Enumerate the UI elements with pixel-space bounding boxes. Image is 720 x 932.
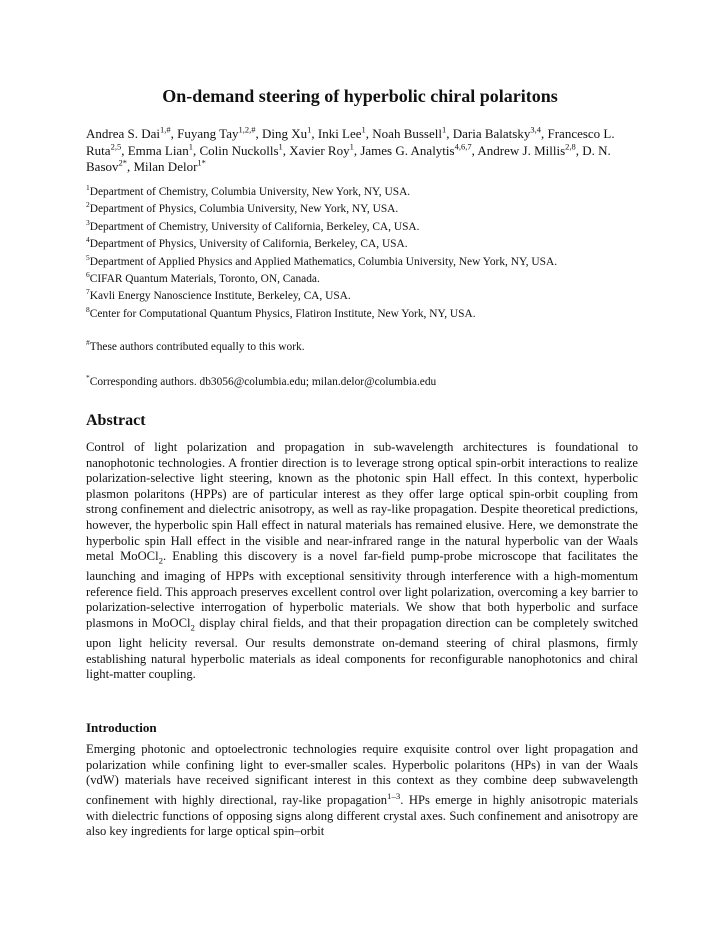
author-affiliation-marks: 1 — [278, 141, 283, 152]
author-name: Daria Balatsky — [452, 126, 531, 141]
affiliation-text: Department of Physics, University of California, Berkeley, CA, USA. — [89, 238, 408, 251]
corresponding-author-note — [86, 373, 437, 388]
affiliation-number: 8 — [86, 305, 90, 315]
affiliation-text: Center for Computational Quantum Physics, Flatiron Institute, New York, NY, USA. — [89, 307, 476, 320]
author-name: Ding Xu — [261, 126, 308, 141]
author-name: Emma Lian — [127, 142, 189, 158]
author-affiliation-marks: 1 — [361, 124, 366, 135]
abstract-subscript: 2 — [190, 622, 195, 633]
equal-contribution-note — [86, 338, 305, 353]
author-affiliation-marks: 1 — [441, 124, 447, 135]
author-affiliation-marks: 1 — [349, 141, 354, 152]
intro-citation: 1–3 — [387, 790, 401, 801]
introduction-heading: Introduction — [86, 720, 157, 735]
author-affiliation-marks: 2* — [118, 157, 127, 168]
affiliation-number: 7 — [86, 287, 90, 297]
author-affiliation-marks: 1 — [307, 124, 312, 135]
author-name: Xavier Roy — [289, 142, 350, 158]
corresponding-text: Corresponding authors. db3056@columbia.edu; milan.delor@columbia.edu — [89, 376, 437, 388]
introduction-body — [86, 742, 638, 840]
affiliation-number: 4 — [86, 235, 90, 245]
affiliation-item — [86, 184, 646, 201]
abstract-text: . Enabling this discovery is a novel far-field pump-probe microscope that facilitates the launching and imaging of HPPs with exceptional sensitivity through interference with a high-momentum reference field. This approach preserves excellent control over light polarization, overcoming a key barrier to polarization-selective interrogation of hyperbolic materials. We show that both hyperbolic and surface plasmons in MoOCl — [86, 549, 638, 631]
author-affiliation-marks: 1,2,# — [238, 124, 256, 135]
affiliation-number: 3 — [86, 218, 90, 228]
affiliation-text: Department of Applied Physics and Applied Mathematics, Columbia University, New York, NY, USA. — [89, 255, 558, 268]
author-name: Milan Delor — [133, 159, 198, 174]
author-name: Inki Lee — [317, 126, 362, 141]
author-name: James G. Analytis — [360, 142, 455, 158]
author-list: Andrea S. Dai$^{1,\#}$, Fuyang Tay$^{1,2,\#}$, Ding Xu$^1$, Inki Lee$^1$, Noah Bussell$^1$, Daria Balatsky$^{3,4}$, Francesco L. Ruta$^{2,5}$, Emma Lian$^1$, Colin Nuckolls$^1$, Xavier Roy$^1$, James G. Analytis$^{4,6,7}$, Andrew J. Millis$^{2,8}$, D. N. Basov$^{2*}$, Milan Delor$^{1*}$ — [86, 124, 615, 174]
intro-text: Emerging photonic and optoelectronic technologies require exquisite control over light propagation and polarization while confining light to ever-smaller scales. Hyperbolic polaritons (HPs) in van der Waals (vdW) materials have received significant interest in this context as they combine deep subwavelength confinement with highly directional, ray-like propagation — [86, 742, 638, 807]
author-name: Noah Bussell — [372, 126, 442, 141]
author-affiliation-marks: 1,# — [160, 124, 171, 135]
affiliation-text: Department of Physics, Columbia University, New York, NY, USA. — [89, 203, 399, 216]
author-affiliation-marks: 1 — [188, 141, 193, 152]
affiliation-text: Department of Chemistry, Columbia University, New York, NY, USA. — [89, 186, 411, 198]
equal-contribution-text: These authors contributed equally to this work. — [89, 341, 305, 353]
affiliation-text: Department of Chemistry, University of California, Berkeley, CA, USA. — [89, 220, 420, 233]
affiliation-item — [86, 271, 646, 288]
author-affiliation-marks: 2,8 — [565, 141, 576, 152]
affiliation-text: Kavli Energy Nanoscience Institute, Berkeley, CA, USA. — [89, 290, 351, 303]
abstract-text: display chiral fields, and that their propagation direction can be completely switched upon light helicity reversal. Our results demonstrate on-demand steering of chiral plasmons, firmly establishing natural hyperbolic materials as ideal components for reconfigurable nanophotonics and chiral light-matter coupling. — [86, 616, 638, 682]
abstract-heading: Abstract — [86, 412, 146, 429]
author-name: Andrew J. Millis — [477, 142, 566, 158]
author-affiliation-marks: 4,6,7 — [454, 141, 472, 152]
author-affiliation-marks: 1* — [197, 157, 206, 168]
affiliation-number: 6 — [86, 270, 90, 280]
affiliation-number: 1 — [86, 183, 90, 193]
affiliation-list — [86, 184, 646, 323]
affiliation-item — [86, 219, 646, 236]
affiliation-item — [86, 306, 646, 323]
affiliation-item — [86, 201, 646, 218]
abstract-body — [86, 440, 638, 683]
affiliation-item — [86, 288, 646, 305]
author-name: Andrea S. Dai — [86, 126, 161, 141]
abstract-text: Control of light polarization and propagation in sub-wavelength architectures is foundational to nanophotonic technologies. A frontier direction is to leverage strong optical spin-orbit interactions to realize polarization-selective light steering, known as the photonic spin Hall effect. In this context, hyperbolic plasmon polaritons (HPPs) are of particular interest as they offer large optical spin-orbit coupling from strong confinement and dielectric anisotropy, as well as ray-like propagation. Despite theoretical predictions, however, the hyperbolic spin Hall effect in natural materials has remained elusive. Here, we demonstrate the hyperbolic spin Hall effect in the visible and near-infrared range in the natural hyperbolic van der Waals metal MoOCl — [86, 440, 638, 564]
author-affiliation-marks: 3,4 — [530, 124, 541, 135]
author-name: Colin Nuckolls — [199, 142, 279, 158]
affiliation-text: CIFAR Quantum Materials, Toronto, ON, Canada. — [89, 273, 320, 286]
paper-title: On-demand steering of hyperbolic chiral polaritons — [162, 86, 558, 106]
affiliation-number: 2 — [86, 200, 90, 210]
affiliation-item — [86, 254, 646, 271]
affiliation-number: 5 — [86, 252, 90, 262]
author-name: Fuyang Tay — [177, 126, 239, 141]
abstract-subscript: 2 — [158, 555, 163, 566]
intro-text: . HPs emerge in highly anisotropic materials with dielectric functions of opposing signs along different crystal axes. Such confinement and anisotropy are also key ingredients for large optical spin–orbit — [86, 792, 638, 839]
equal-contribution-mark: # — [86, 338, 90, 348]
author-affiliation-marks: 2,5 — [110, 141, 122, 152]
author-name: Francesco L. Ruta — [86, 126, 615, 158]
author-name: D. N. Basov — [86, 142, 611, 174]
affiliation-item — [86, 236, 646, 253]
corresponding-mark: * — [86, 373, 90, 383]
